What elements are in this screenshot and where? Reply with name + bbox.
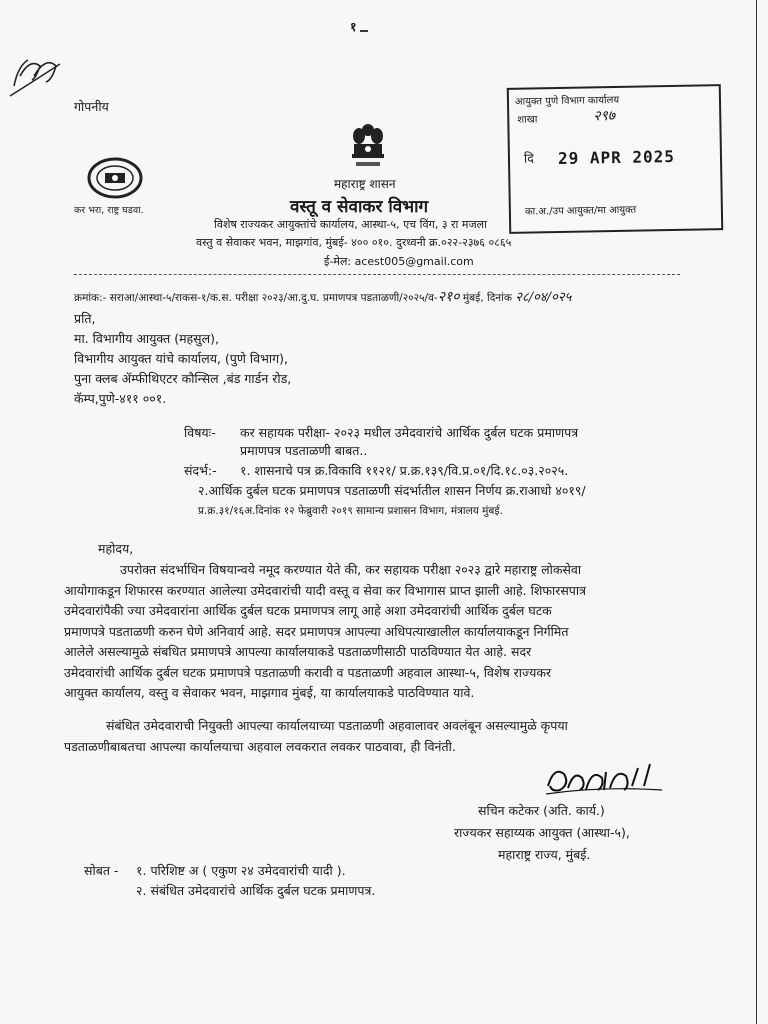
signatory-place: महाराष्ट्र राज्य, मुंबई. (498, 847, 591, 862)
reference-place-date: मुंबई, दिनांक (462, 292, 512, 304)
body-line: आयोगाकडून शिफारस करण्यात आलेल्या उमेदवारांची यादी वस्तू व सेवा कर विभागास प्राप्त झाली आहे. शिफारसपात्र (64, 582, 587, 598)
confidential-label: गोपनीय (74, 99, 109, 114)
signatory-name: सचिन कटेकर (अति. कार्य.) (478, 803, 605, 818)
signatory-designation: राज्यकर सहाय्यक आयुक्त (आस्था-५), (454, 825, 630, 840)
body-paragraph-2 (64, 716, 694, 757)
reference-1: १. शासनाचे पत्र क्र.विकावि ११२१/ प्र.क्र.१३९/वि.प्र.०१/दि.१८.०३.२०२५. (240, 463, 569, 478)
emblem-caption: कर भरा, राष्ट्र घडवा. (74, 205, 144, 216)
body-line: उपरोक्त संदर्भाधिन विषयान्वये नमूद करण्यात येते की, कर सहायक परीक्षा २०२३ द्वारे महाराष्ट्र लोकसेवा (120, 562, 582, 577)
stamp-inward-number: २९७ (593, 107, 616, 125)
recipient-line: मा. विभागीय आयुक्त (महसुल), (74, 331, 219, 346)
salutation: महोदय, (98, 541, 134, 556)
handwritten-page-note (6, 46, 66, 106)
subject-line-2: प्रमाणपत्र पडताळणी बाबत.. (240, 443, 368, 458)
page-mark-dash (360, 30, 368, 32)
recipient-line: पुना क्लब ॲम्फीथिएटर कौन्सिल ,बंड गार्डन रोड, (74, 371, 292, 386)
references-label: संदर्भ:- (184, 463, 217, 478)
state-emblem-icon (348, 120, 388, 174)
stamp-date: 29 APR 2025 (557, 146, 676, 168)
header-office: विशेष राज्यकर आयुक्तांचे कार्यालय, आस्था-५, एच विंग, ३ रा मजला (214, 218, 487, 231)
header-divider (74, 274, 680, 275)
gst-logo (86, 156, 144, 202)
body-line: आलेले असल्यामुळे संबधित प्रमाणपत्रे आपल्या कार्यालयाकडे पडताळणीसाठी पाठविण्यात येत आहे. सदर (64, 644, 532, 659)
enclosure-item-2: २. संबंधित उमेदवारांचे आर्थिक दुर्बल घटक प्रमाणपत्र. (136, 883, 376, 898)
header-email: ई-मेल: acest005@gmail.com (324, 255, 474, 268)
stamp-office: आयुक्त पुणे विभाग कार्यालय (514, 94, 620, 108)
body-paragraph-1 (64, 560, 694, 704)
enclosures-label: सोबत - (84, 863, 119, 878)
signature-image (540, 756, 670, 800)
inward-stamp (507, 84, 724, 234)
reference-outward-no: २१० (437, 289, 460, 305)
stamp-date-label: दि (523, 150, 534, 166)
header-state: महाराष्ट्र शासन (334, 177, 396, 191)
body-line: प्रमाणपत्रे पडताळणी करुन घेणे अनिवार्य आहे. सदर प्रमाणपत्र आपल्या अधिपत्याखालील कार्यालयाकडून निर्गमित (64, 623, 569, 639)
header-address: वस्तु व सेवाकर भवन, माझगांव, मुंबई- ४०० ०१०. दुरध्वनी क्र.०२२-२३७६ ०८६५ (196, 236, 512, 249)
reference-2b: प्र.क्र.३१/१६अ.दिनांक १२ फेब्रुवारी २०१९ सामान्य प्रशासन विभाग, मंत्रालय मुंबई. (198, 505, 503, 517)
body-line: संबंधित उमेदवाराची नियुक्ती आपल्या कार्यालयाच्या पडताळणी अहवालावर अवलंबून असल्यामुळे कृपया (106, 718, 568, 733)
recipient-line: कॅम्प,पुणे-४११ ००१. (74, 391, 167, 406)
reference-text: क्रमांक:- सराआ/आस्था-५/राकस-१/क.स. परीक्षा २०२३/आ.दु.घ. प्रमाणपत्र पडताळणी/२०२५/व- (74, 292, 438, 304)
body-line: पडताळणीबाबतचा आपल्या कार्यालयाचा अहवाल लवकरात लवकर पाठवावा, ही विनंती. (64, 738, 456, 754)
reference-2a: २.आर्थिक दुर्बल घटक प्रमाणपत्र पडताळणी संदर्भातील शासन निर्णय क्र.राआधो ४०१९/ (198, 483, 586, 498)
subject-label: विषयः- (184, 425, 216, 440)
stamp-branch-label: शाखा (517, 114, 538, 126)
page-mark: १ (350, 19, 357, 34)
enclosure-item-1: १. परिशिष्ट अ ( एकुण २४ उमेदवारांची यादी ). (136, 863, 346, 878)
recipient-line: विभागीय आयुक्त यांचे कार्यालय, (पुणे विभाग), (74, 351, 289, 366)
reference-date: २८/०४/०२५ (515, 290, 572, 305)
body-line: आयुक्त कार्यालय, वस्तु व सेवाकर भवन, माझगाव मुंबई, या कार्यालयाकडे पाठविण्यात यावे. (64, 685, 475, 700)
body-line: उमेदवारांची आर्थिक दुर्बल घटक प्रमाणपत्रे पडताळणी करावी व पडताळणी अहवाल आस्था-५, विशेष राज्यकर (64, 664, 552, 680)
subject-line-1: कर सहायक परीक्षा- २०२३ मधील उमेदवारांचे आर्थिक दुर्बल घटक प्रमाणपत्र (240, 425, 579, 440)
body-line: उमेदवारांपैकी ज्या उमेदवारांना आर्थिक दुर्बल घटक प्रमाणपत्र लागू आहे अशा उमेदवारांची आर्थिक दुर्बल घटक (64, 603, 552, 618)
reference-number (74, 290, 571, 305)
page-edge-line (756, 0, 757, 1024)
recipient-prati: प्रति, (74, 311, 96, 326)
header-department: वस्तू व सेवाकर विभाग (290, 197, 429, 217)
stamp-bottom-line: का.अ./उप आयुक्त/मा आयुक्त (524, 204, 637, 218)
